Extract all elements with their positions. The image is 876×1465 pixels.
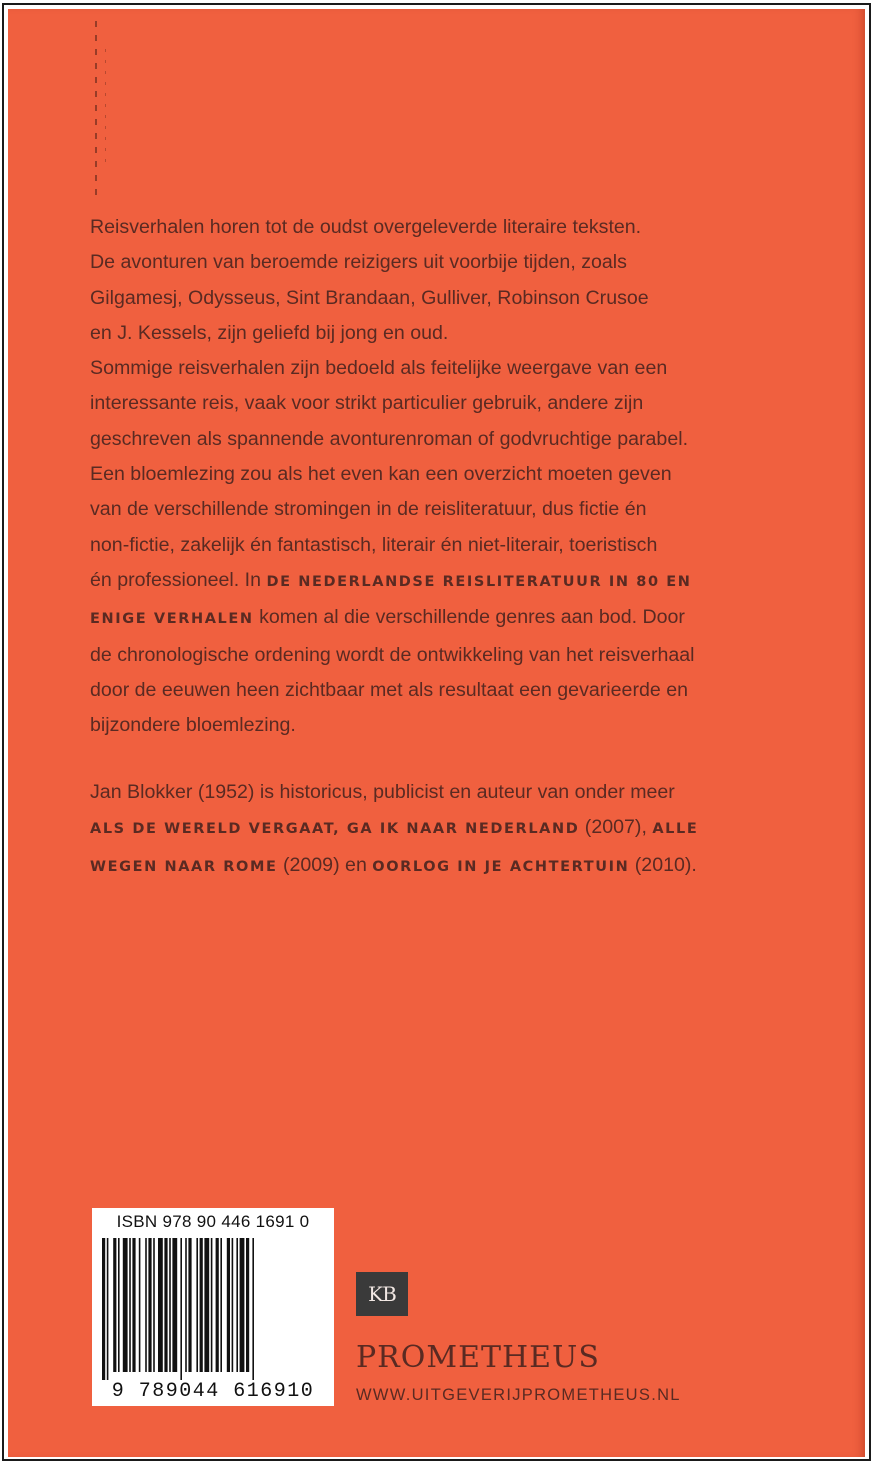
barcode-bar	[196, 1238, 198, 1372]
author-text-segment: (2009) en	[277, 853, 373, 876]
barcode-bar	[220, 1238, 222, 1372]
work-title-smallcaps: ALS DE WERELD VERGAAT, GA IK NAAR NEDERLAND	[90, 821, 580, 838]
barcode-bar	[132, 1238, 135, 1372]
blurb-line: interessante reis, vaak voor strikt particulier gebruik, andere zijn	[90, 392, 644, 415]
barcode-bar	[153, 1238, 155, 1372]
barcode-bar	[180, 1238, 182, 1380]
work-title-smallcaps: OORLOG IN JE ACHTERTUIN	[372, 858, 630, 875]
blurb-line	[90, 600, 810, 637]
barcode-bars	[102, 1238, 324, 1380]
barcode-bar	[252, 1238, 254, 1380]
barcode-bar	[232, 1238, 234, 1372]
blurb-line: Sommige reisverhalen zijn bedoeld als feitelijke weergave van een	[90, 357, 668, 380]
blurb-line: non-fictie, zakelijk én fantastisch, literair én niet-literair, toeristisch	[90, 533, 658, 556]
barcode-bar	[139, 1238, 141, 1372]
barcode-bar	[145, 1238, 147, 1372]
ean-number: 9 789044 616910	[111, 1380, 315, 1403]
blurb-line: en J. Kessels, zijn geliefd bij jong en oud.	[90, 321, 449, 344]
barcode-bar	[129, 1238, 131, 1372]
kb-logo: KB	[356, 1272, 408, 1316]
barcode-bar	[227, 1238, 230, 1372]
author-text-segment: (2010).	[629, 853, 697, 876]
work-title-smallcaps: WEGEN NAAR ROME	[90, 858, 278, 875]
barcode-bar	[200, 1238, 203, 1372]
barcode-bar	[158, 1238, 163, 1372]
blurb-line	[90, 563, 810, 600]
author-bio	[90, 775, 810, 885]
blurb-line: geschreven als spannende avonturenroman of godvruchtige parabel.	[90, 427, 689, 450]
blurb-line: Reisverhalen horen tot de oudst overgeleverde literaire teksten.	[90, 216, 642, 238]
barcode-bar	[102, 1238, 105, 1380]
book-title-smallcaps: ENIGE VERHALEN	[90, 611, 254, 628]
barcode-bar	[148, 1238, 151, 1372]
work-title-smallcaps: ALLE	[652, 821, 699, 838]
barcode-bar	[123, 1238, 128, 1372]
spine-wear-mark-secondary	[105, 49, 106, 169]
barcode-bar	[240, 1238, 245, 1372]
barcode-bar	[118, 1238, 120, 1372]
author-line: Jan Blokker (1952) is historicus, publicist en auteur van onder meer	[90, 781, 675, 803]
author-line	[90, 810, 810, 847]
barcode-bar	[107, 1238, 109, 1380]
blurb-line: De avonturen van beroemde reizigers uit voorbije tijden, zoals	[90, 251, 627, 274]
blurb-line: van de verschillende stromingen in de reisliteratuur, dus fictie én	[90, 498, 647, 521]
blurb-text	[90, 210, 810, 743]
barcode-bar	[164, 1238, 167, 1372]
barcode-bar	[169, 1238, 171, 1372]
barcode-label	[92, 1208, 334, 1406]
blurb-line: Een bloemlezing zou als het even kan een overzicht moeten geven	[90, 463, 672, 486]
barcode-bar	[185, 1238, 187, 1372]
publisher-url: WWW.UITGEVERIJPROMETHEUS.NL	[356, 1386, 681, 1404]
blurb-line: bijzondere bloemlezing.	[90, 714, 296, 737]
blurb-text-segment: komen al die verschillende genres aan bod. Door	[253, 606, 685, 629]
isbn-number: ISBN 978 90 446 1691 0	[116, 1212, 310, 1231]
author-text-segment: (2007),	[579, 816, 653, 839]
barcode-bar	[113, 1238, 116, 1372]
author-line	[90, 848, 810, 885]
blurb-line: door de eeuwen heen zichtbaar met als resultaat een gevarieerde en	[90, 678, 689, 701]
blurb-line: Gilgamesj, Odysseus, Sint Brandaan, Gulliver, Robinson Crusoe	[90, 286, 649, 309]
barcode-bar	[246, 1238, 249, 1372]
barcode-bar	[236, 1238, 238, 1372]
book-title-smallcaps: DE NEDERLANDSE REISLITERATUUR IN 80 EN	[266, 573, 692, 590]
barcode-bar	[172, 1238, 177, 1372]
barcode-bar	[188, 1238, 191, 1372]
spine-wear-mark	[95, 21, 97, 201]
blurb-line: de chronologische ordening wordt de ontwikkeling van het reisverhaal	[90, 643, 695, 666]
barcode-bar	[204, 1238, 209, 1372]
barcode-bar	[211, 1238, 213, 1372]
blurb-text-segment: én professioneel. In	[90, 568, 267, 591]
barcode-bar	[216, 1238, 219, 1372]
publisher-logo: PROMETHEUS	[356, 1340, 600, 1375]
